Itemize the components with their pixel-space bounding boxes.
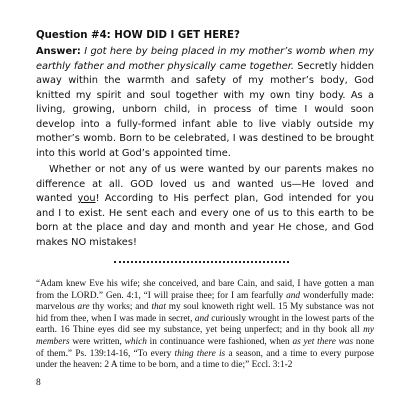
footnote-italic-3: that	[151, 302, 166, 313]
footnote-text-5: curiously wrought in the lowest parts of the earth. 16 Thine eyes did see my substance, yet being unperfect; and in thy book all	[36, 313, 374, 336]
footnote-text-2: wonderfully made: marvelous	[36, 290, 374, 313]
footnote-text-3: thy works; and	[89, 302, 152, 313]
dotted-divider	[114, 261, 289, 265]
answer-body-text: Secretly hidden away within the warmth and safety of my mother’s body, God knitted my spirit and soul together with my own tiny body. As a living, growing, unborn child, in process of time I would soon develop into a fully-formed infant able to live viably outside my mother’s womb. Born to be celebrated, I was destined to be brought into this world at God’s appointed time.	[36, 60, 374, 159]
second-paragraph-text-a: Whether or not any of us were wanted by our parents makes no difference at all. GOD loved us and wanted us—He loved and wanted	[36, 164, 374, 204]
underlined-you: you	[77, 193, 96, 204]
footnote-text-4: my soul knoweth right well. 15 My substance was not hid from thee, when I was made in secret,	[36, 302, 374, 324]
footnote-text-9: a season, and a time to every purpose under the heaven: 2 A time to be born, and a time to die;” Eccl. 3:1-2	[36, 348, 374, 371]
footnote-text-6: were written,	[69, 336, 125, 347]
footnote-italic-4: and	[194, 313, 209, 324]
question-heading	[36, 29, 386, 43]
answer-label-colon: :	[76, 46, 81, 57]
footnote-italic-2: are	[77, 302, 90, 313]
second-paragraph-text-b: ! According to His perfect plan, God intended for you and I to exist. He sent each and every one of us to this earth to be born at the place and day and month and year He chose, and God makes NO mistakes!	[36, 193, 375, 248]
question-heading-text: Question #4: HOW DID I GET HERE?	[36, 30, 240, 41]
footnote-text-8: none of them.” Ps. 139:14-16, “To every	[36, 336, 374, 359]
footnote-text-1: “Adam knew Eve his wife; she conceived, and bare Cain, and said, I have gotten a man from the LORD.” Gen. 4:1, “I will praise thee; for I am fearfully	[36, 279, 374, 301]
footnote-italic-1: and	[286, 290, 301, 301]
scripture-footnote	[36, 279, 374, 372]
answer-label: Answer	[36, 46, 77, 57]
answer-lead-italic: I got here by being placed in my mother’s womb when my earthly father and mother physically came together.	[36, 46, 374, 72]
second-paragraph	[36, 163, 374, 250]
footnote-italic-7: as yet there was	[292, 336, 354, 347]
footnote-italic-8: thing there is	[174, 348, 226, 359]
footnote-text-7: in continuance were fashioned, when	[146, 336, 293, 347]
page-number: 8	[36, 378, 41, 388]
footnote-italic-6: which	[124, 336, 147, 347]
answer-paragraph	[36, 45, 374, 161]
footnote-italic-5: my members	[36, 325, 374, 347]
